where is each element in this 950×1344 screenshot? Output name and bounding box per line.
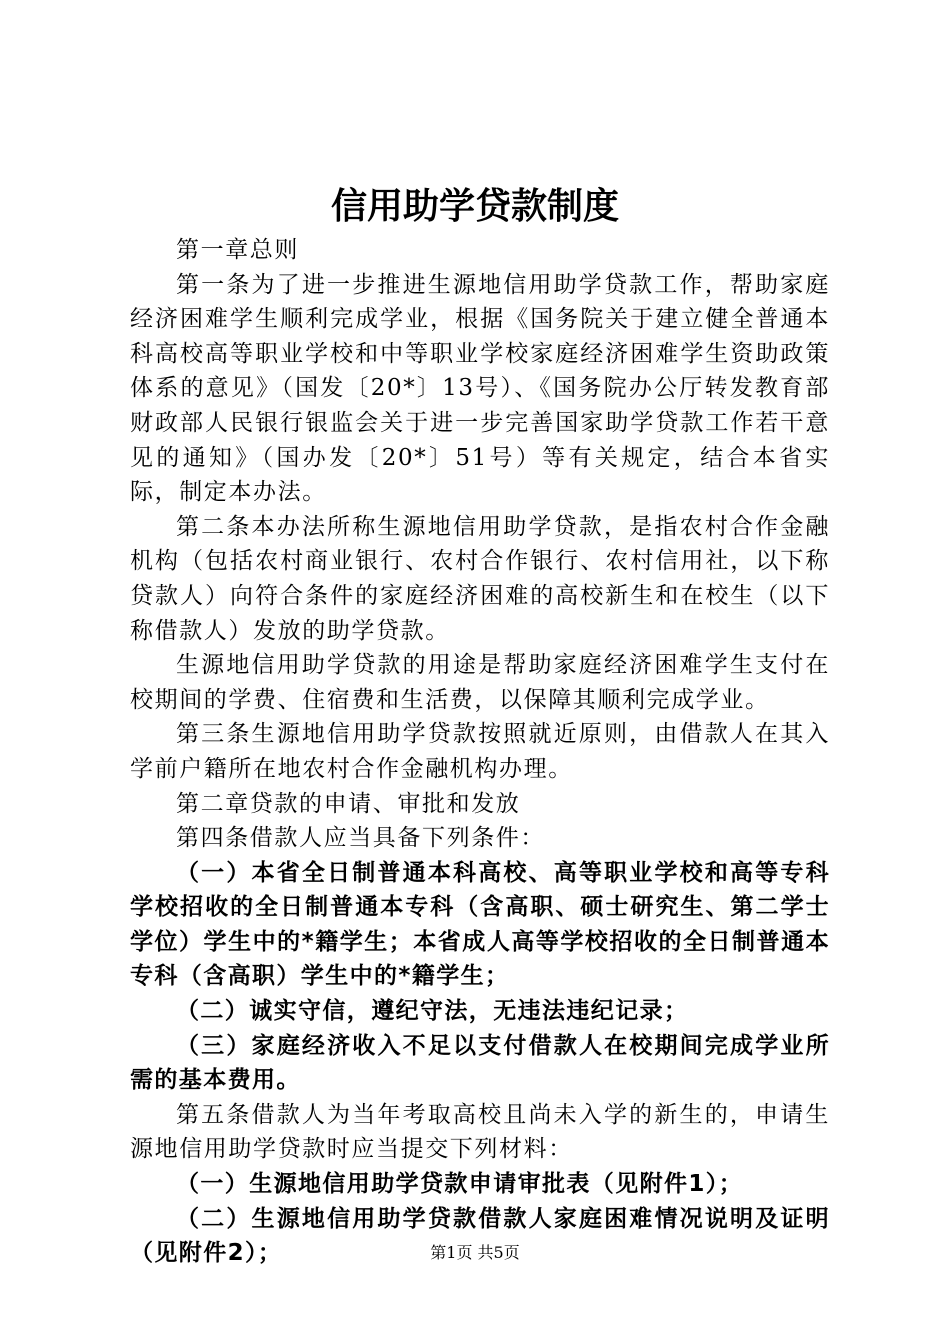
paragraph: 第四条借款人应当具备下列条件： (176, 825, 545, 852)
paragraph: 第一条为了进一步推进生源地信用助学贷款工作，帮助家庭经济困难学生顺利完成学业，根据《国务院关于建立健全普通本科高校高等职业学校和中等职业学校家庭经济困难学生资助政策体系的意见》（国发〔20*〕13号）、《国务院办公厅转发教育部财政部人民银行银监会关于进一步完善国家助学贷款工作若干意见的通知》（国办发〔20*〕51号）等有关规定，结合本省实际，制定本办法。 (130, 271, 830, 506)
paragraph: 生源地信用助学贷款的用途是帮助家庭经济困难学生支付在校期间的学费、住宿费和生活费，以保障其顺利完成学业。 (130, 652, 830, 713)
list-item: （一）本省全日制普通本科高校、高等职业学校和高等专科学校招收的全日制普通本专科（含高职、硕士研究生、第二学士学位）学生中的*籍学生；本省成人高等学校招收的全日制普通本专科（含高职）学生中的*籍学生； (130, 859, 830, 990)
chapter-heading: 第一章总则 (176, 237, 299, 263)
list-item: （一）生源地信用助学贷款申请审批表（见附件1）； (176, 1171, 744, 1198)
list-item: （三）家庭经济收入不足以支付借款人在校期间完成学业所需的基本费用。 (130, 1032, 830, 1094)
document-body (130, 233, 830, 1271)
list-item: （二）诚实守信，遵纪守法，无违法违纪记录； (176, 998, 689, 1025)
paragraph: 第三条生源地信用助学贷款按照就近原则，由借款人在其入学前户籍所在地农村合作金融机构办理。 (130, 721, 830, 782)
list-item: （二）生源地信用助学贷款借款人家庭困难情况说明及证明（见附件2）； (130, 1205, 830, 1267)
chapter-heading: 第二章贷款的申请、审批和发放 (176, 790, 521, 817)
paragraph: 第五条借款人为当年考取高校且尚未入学的新生的，申请生源地信用助学贷款时应当提交下列材料： (130, 1101, 830, 1163)
paragraph: 第二条本办法所称生源地信用助学贷款，是指农村合作金融机构（包括农村商业银行、农村合作银行、农村信用社，以下称贷款人）向符合条件的家庭经济困难的高校新生和在校生（以下称借款人）发放的助学贷款。 (130, 513, 830, 644)
page-footer: 第1页 共5页 (430, 1243, 520, 1262)
document-title: 信用助学贷款制度 (330, 185, 619, 227)
